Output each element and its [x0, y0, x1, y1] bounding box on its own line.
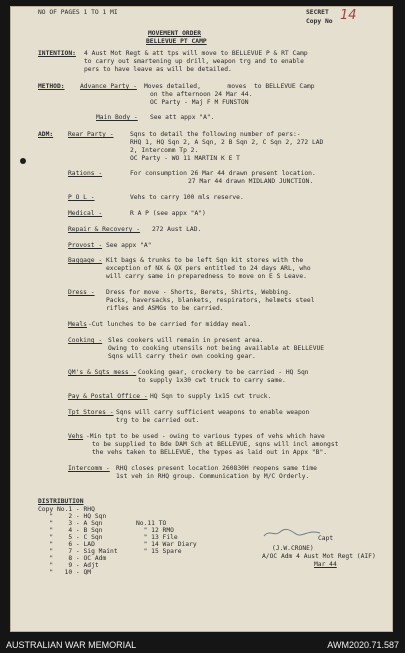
cooking-line-3: Sqns will carry their own cooking gear. [108, 353, 256, 360]
repair-text: 272 Aust LAD. [152, 226, 202, 233]
signature-date: Mar 44 [314, 561, 337, 568]
copy-label: Copy No [306, 18, 333, 25]
signature-capt: Capt [318, 535, 334, 542]
intercomm-label: Intercomm - [68, 465, 110, 472]
page-count-text: NO OF PAGES 1 TO 1 MI [38, 9, 118, 16]
rear-line-3: 2, Intercomm Tp 2. [130, 147, 199, 154]
handwritten-signature [262, 527, 322, 539]
medical-label: Medical - [68, 210, 103, 217]
repair-label: Repair & Recovery - [68, 226, 141, 233]
pol-label: P O L - [68, 194, 95, 201]
meals-text: -Cut lunches to be carried for midday meal. [88, 321, 252, 328]
distribution-title: DISTRIBUTION [38, 498, 84, 505]
baggage-line-3: will carry same in preparedness to move on E S Leave. [106, 273, 307, 280]
vehs-line-3: the vehs taken to BELLEVUE, the types as laid out in Appx "B". [92, 449, 328, 456]
dist-item: " 12 RMO [136, 527, 174, 534]
baggage-line-1: Kit bags & trunks to be left Sqn kit stores with the [106, 257, 304, 264]
advance-line-1: Moves detailed, moves to BELLEVUE Camp [144, 83, 315, 90]
copy-number-handwritten: 14 [340, 8, 357, 23]
dress-line-3: rifles and ASMGs to be carried. [106, 305, 224, 312]
dist-item: Copy No.1 - RHQ [38, 506, 95, 513]
tpt-line-1: Sqns will carry sufficient weapons to enable weapon [116, 409, 310, 416]
dress-line-2: Packs, haversacks, blankets, respirators, helmets steel [106, 297, 315, 304]
dist-item: No.11 TO [136, 520, 167, 527]
medical-text: R A P (see appx "A") [130, 210, 206, 217]
archive-reference: AWM2020.71.587 [327, 640, 399, 650]
pay-text: HQ Sqn to supply 1x15 cwt truck. [150, 393, 272, 400]
vehs-line-1: -Min tpt to be used - owing to various types of vehs which have [86, 433, 325, 440]
main-body-text: See att appx "A". [150, 114, 215, 121]
intercomm-line-2: 1st veh in RHQ group. Communication by M/C Orderly. [116, 473, 310, 480]
secret-label: SECRET [306, 9, 329, 16]
qm-mess-label: QM's & Sgts mess - [68, 369, 137, 376]
advance-line-3: OC Party - Maj F M FUNSTON [150, 99, 249, 106]
rations-label: Rations - [68, 170, 103, 177]
archive-footer [0, 636, 405, 653]
dist-item: " 4 - B Sqn [38, 527, 103, 534]
dress-label: Dress - [68, 289, 95, 296]
vehs-label: Vehs [68, 433, 84, 440]
dist-item: " 14 War Diary [136, 541, 197, 548]
pol-text: Vehs to carry 100 mls reserve. [130, 194, 244, 201]
order-title: MOVEMENT ORDER [148, 30, 202, 37]
rations-line-2: 27 Mar 44 drawn MIDLAND JUNCTION. [188, 178, 314, 185]
vehs-line-2: to be supplied to Bde DAM Sch at BELLEVUE, sqns will incl amongst [92, 441, 339, 448]
signature-role: A/OC Adm 4 Aust Mot Regt (AIF) [262, 553, 376, 560]
rear-party-label: Rear Party - [68, 131, 114, 138]
tpt-line-2: trg to be carried out. [116, 417, 200, 424]
dist-item: " 13 File [136, 534, 178, 541]
qm-mess-line-1: Cooking gear, crockery to be carried - HQ Sqn [138, 369, 309, 376]
archive-name: AUSTRALIAN WAR MEMORIAL [6, 640, 137, 650]
intention-line-3: pers to have leave as will be detailed. [84, 66, 232, 73]
rear-line-2: RHQ 1, HQ Sqn 2, A Sqn, 2 B Sqn 2, C Sqn 2, 272 LAD [130, 139, 324, 146]
adm-label: ADM: [38, 131, 54, 138]
baggage-line-2: exception of NX & QX pers entitled to 24 days ARL, who [106, 265, 311, 272]
intention-line-2: to carry out smartening up drill, weapon trg and to enable [84, 58, 304, 65]
cooking-label: Cooking - [68, 337, 103, 344]
advance-party-label: Advance Party - [80, 83, 137, 90]
qm-mess-line-2: to supply 1x30 cwt truck to carry same. [138, 377, 286, 384]
signature-name: (J.W.CRONE) [272, 545, 314, 552]
rations-line-1: For consumption 26 Mar 44 drawn present location. [130, 170, 316, 177]
dist-item: " 5 - C Sqn [38, 534, 103, 541]
tpt-stores-label: Tpt Stores - [68, 409, 114, 416]
advance-line-2: on the afternoon 24 Mar 44. [150, 91, 253, 98]
cooking-line-2: Owing to cooking utensils not being available at BELLEVUE [108, 345, 325, 352]
main-body-label: Main Body - [96, 114, 138, 121]
intention-label: INTENTION: [38, 50, 76, 57]
pay-label: Pay & Postal Office - [68, 393, 148, 400]
dress-line-1: Dress for move - Shorts, Berets, Shirts, Webbing. [106, 289, 292, 296]
dist-item: " 9 - Adjt [38, 562, 99, 569]
rear-line-1: Sqns to detail the following number of pers:- [130, 131, 301, 138]
dist-item: " 8 - OC Adm [38, 555, 107, 562]
dist-item: " 10 - QM [38, 569, 92, 576]
meals-label: Meals [68, 321, 87, 328]
order-subtitle: BELLEVUE PT CAMP [146, 38, 207, 45]
rear-line-4: OC Party - WO 11 MARTIN K E T [130, 155, 240, 162]
dist-item: " 6 - LAD [38, 541, 95, 548]
cooking-line-1: Sles cookers will remain in present area. [108, 337, 264, 344]
dist-item: " 3 - A Sqn [38, 520, 103, 527]
punch-hole [20, 158, 26, 164]
provost-label: Provost - [68, 242, 103, 249]
dist-item: " 2 - HQ Sqn [38, 513, 107, 520]
intercomm-line-1: RHQ closes present location 260830H reopens same time [116, 465, 317, 472]
dist-item: " 7 - Sig Maint [38, 548, 118, 555]
method-label: METHOD: [38, 83, 65, 90]
provost-text: See appx "A" [106, 242, 152, 249]
intention-line-1: 4 Aust Mot Regt & att tps will move to BELLEVUE P & RT Camp [84, 50, 308, 57]
baggage-label: Baggage - [68, 257, 103, 264]
dist-item: " 15 Spare [136, 548, 182, 555]
